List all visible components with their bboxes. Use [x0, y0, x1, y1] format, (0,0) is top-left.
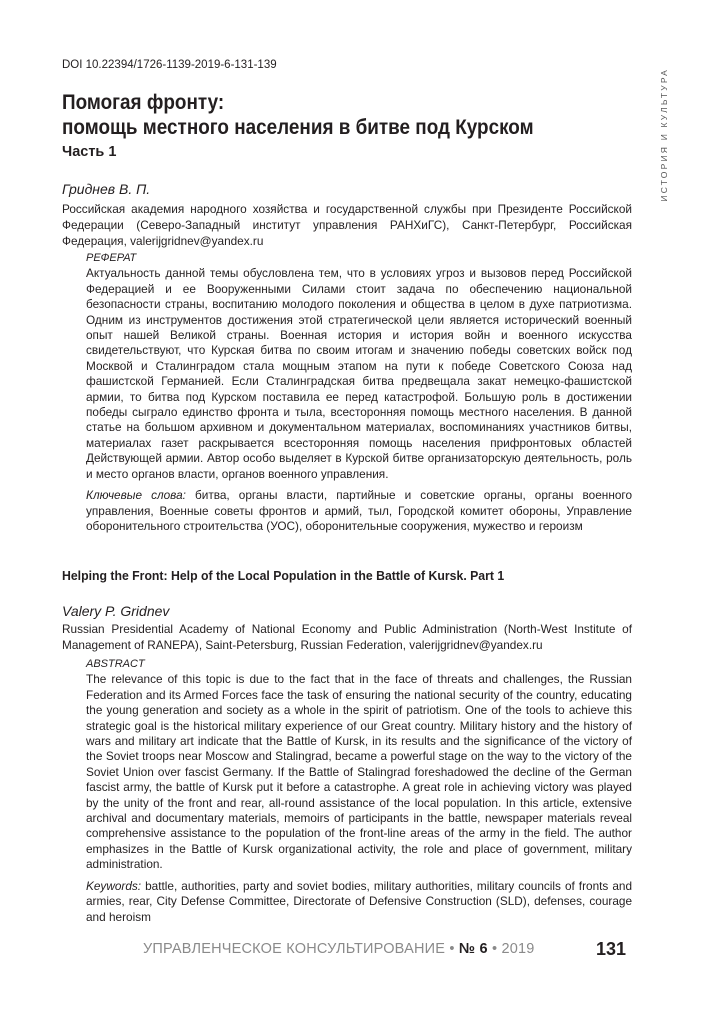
keywords-en	[86, 879, 632, 925]
part-label: Часть 1	[62, 144, 117, 160]
journal-name	[143, 941, 535, 957]
keywords-ru-text: битва, органы власти, партийные и советские органы, органы военного управления, Военные советы фронтов и армий, тыл, Городской комитет обороны, Управление оборонительного строительства (УОС), оборонительные сооружения, мужество и героизм	[86, 488, 633, 533]
page-footer	[0, 939, 709, 963]
issue-number: № 6	[458, 941, 488, 957]
keywords-ru	[86, 488, 632, 534]
author-ru: Гриднев В. П.	[62, 181, 151, 197]
article-title-ru	[62, 90, 584, 140]
journal-title: УПРАВЛЕНЧЕСКОЕ КОНСУЛЬТИРОВАНИЕ	[143, 941, 446, 957]
affiliation-ru: Российская академия народного хозяйства и государственной службы при Президенте Российской Федерации (Северо-Западный институт управления РАНХиГС), Санкт-Петербург, Российская Федерация, valerijgridnev@yandex.ru	[62, 202, 632, 248]
section-tab	[650, 40, 678, 230]
doi-line: DOI 10.22394/1726-1139-2019-6-131-139	[62, 59, 277, 71]
abstract-en-label: ABSTRACT	[86, 658, 145, 670]
abstract-ru-text: Актуальность данной темы обусловлена тем, что в условиях угроз и вызовов перед Российской Федерацией и ее Вооруженными Силами стоит задача по обеспечению национальной безопасности страны, воспитанию молодого поколения и общества в целом в духе патриотизма. Одним из инструментов достижения этой стратегической цели является исторический военный опыт нашей Великой страны. Военная история и история войн и военного искусства свидетельствуют, что Курская битва по своим итогам и значению победы советских войск под Москвой и Сталинградом стала мощным этапом на пути к победе Советского Союза над фашистской Германией. Если Сталинградская битва предвещала закат немецко-фашистской армии, то битва под Курском поставила ее перед катастрофой. Большую роль в достижении победы сыграло единство фронта и тыла, всесторонняя помощь местного населения. В данной статье на большом архивном и документальном материалах, воспоминаниях участников битвы, материалах газет раскрывается всесторонняя помощь населения прифронтовых областей Действующей армии. Автор особо выделяет в Курской битве организаторскую деятельность, роль и место органов власти, органов военного управления.	[86, 266, 632, 481]
title-ru-line-1: Помогая фронту:	[62, 91, 225, 114]
footer-separator: •	[487, 941, 502, 957]
abstract-ru-block	[86, 251, 632, 534]
abstract-en-text: The relevance of this topic is due to the fact that in the face of threats and challenges, the Russian Federation and its Armed Forces face the task of ensuring the national security of the country, educating the young generation and society as a whole in the spirit of patriotism. One of the tools to achieve this strategic goal is the historical military experience of our Great country. Military history and the history of wars and military art indicate that the Battle of Kursk, in its results and the significance of the victory of the Soviet troops near Moscow and Stalingrad, became a powerful stage on the way to the victory of the Soviet Union over fascist Germany. If the Battle of Stalingrad foreshadowed the decline of the German fascist army, the battle of Kursk put it before a catastrophe. A great role in achieving victory was played by the unity of the front and rear, all-round assistance of the local population. In this article, extensive archival and documentary materials, memoirs of participants in the battle, newspaper materials reveal comprehensive assistance to the population of the front-line areas of the army in the field. The author emphasizes in the Battle of Kursk organizational activity, the role and place of government, military administration.	[86, 672, 632, 872]
title-ru-line-2: помощь местного населения в битве под Курском	[62, 116, 534, 139]
article-title-en: Helping the Front: Help of the Local Population in the Battle of Kursk. Part 1	[62, 568, 505, 583]
footer-separator: •	[445, 941, 459, 957]
keywords-ru-label: Ключевые слова:	[86, 488, 186, 503]
keywords-en-label: Keywords:	[86, 878, 142, 893]
author-en: Valery P. Gridnev	[62, 603, 170, 619]
abstract-en-block	[86, 657, 632, 925]
section-tab-label: ИСТОРИЯ И КУЛЬТУРА	[659, 68, 669, 202]
page-number: 131	[596, 939, 627, 959]
journal-year: 2019	[501, 941, 535, 957]
abstract-ru-label: РЕФЕРАТ	[86, 252, 137, 264]
keywords-en-text: battle, authorities, party and soviet bodies, military authorities, military councils of fronts and armies, rear, City Defense Committee, Directorate of Defensive Construction (SLD), defenses, courage and heroism	[86, 878, 633, 924]
affiliation-en: Russian Presidential Academy of National Economy and Public Administration (North-West Institute of Management of RANEPA), Saint-Petersburg, Russian Federation, valerijgridnev@yandex.ru	[62, 622, 632, 652]
